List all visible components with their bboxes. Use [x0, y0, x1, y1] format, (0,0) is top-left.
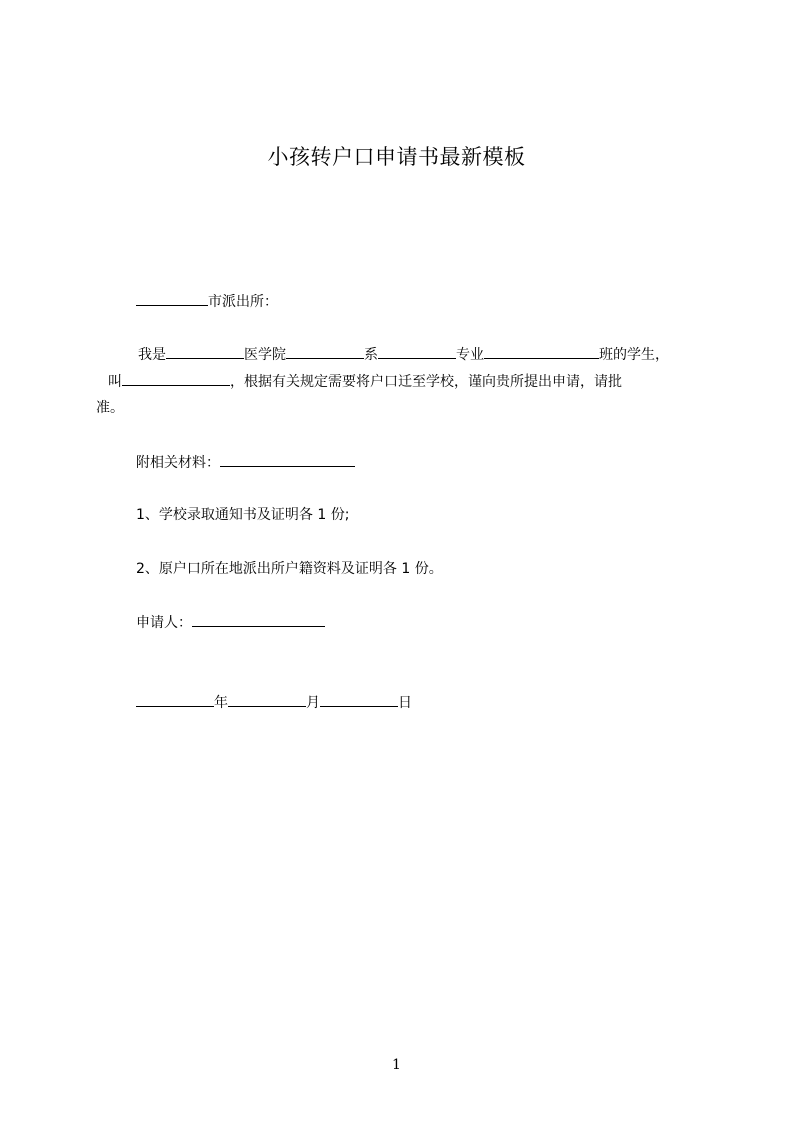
- body-text-ban: 班的学生，: [599, 347, 669, 363]
- date-month-label: 月: [306, 695, 320, 711]
- blank-name[interactable]: [122, 371, 230, 386]
- blank-department[interactable]: [286, 344, 364, 359]
- body-text-xi: 系: [364, 347, 378, 363]
- document-title: 小孩转户口申请书最新模板: [267, 145, 526, 169]
- applicant-label: 申请人：: [136, 615, 192, 631]
- attachments-label: 附相关材料：: [136, 455, 220, 471]
- page-number: 1: [392, 1057, 401, 1073]
- body-text-yixueyuan: 医学院: [244, 347, 286, 363]
- blank-month[interactable]: [228, 692, 306, 707]
- date-year-label: 年: [214, 695, 228, 711]
- applicant-line: [136, 612, 746, 633]
- blank-school[interactable]: [166, 344, 244, 359]
- blank-city[interactable]: [136, 291, 208, 306]
- blank-year[interactable]: [136, 692, 214, 707]
- blank-applicant[interactable]: [192, 612, 325, 627]
- date-day-label: 日: [398, 695, 412, 711]
- body-line-1: [138, 344, 748, 365]
- attachment-item-2: 2、原户口所在地派出所户籍资料及证明各 1 份。: [136, 561, 443, 577]
- blank-class[interactable]: [484, 344, 599, 359]
- blank-major[interactable]: [378, 344, 456, 359]
- blank-attachments[interactable]: [220, 452, 355, 467]
- attachments-line: [136, 452, 746, 473]
- body-text-zhun: 准。: [96, 400, 124, 416]
- attachment-item-1: 1、学校录取通知书及证明各 1 份;: [136, 507, 350, 523]
- body-text-reason: ，根据有关规定需要将户口迁至学校，谨向贵所提出申请，请批: [230, 374, 622, 390]
- body-text-zhuanye: 专业: [456, 347, 484, 363]
- body-line-3: [96, 398, 706, 418]
- body-text-jiao: 叫: [108, 374, 122, 390]
- blank-day[interactable]: [320, 692, 398, 707]
- body-line-2: [108, 371, 718, 392]
- body-text-woshi: 我是: [138, 347, 166, 363]
- addressee-suffix: 市派出所：: [208, 294, 278, 310]
- date-line: [136, 692, 746, 713]
- addressee-line: [136, 291, 746, 312]
